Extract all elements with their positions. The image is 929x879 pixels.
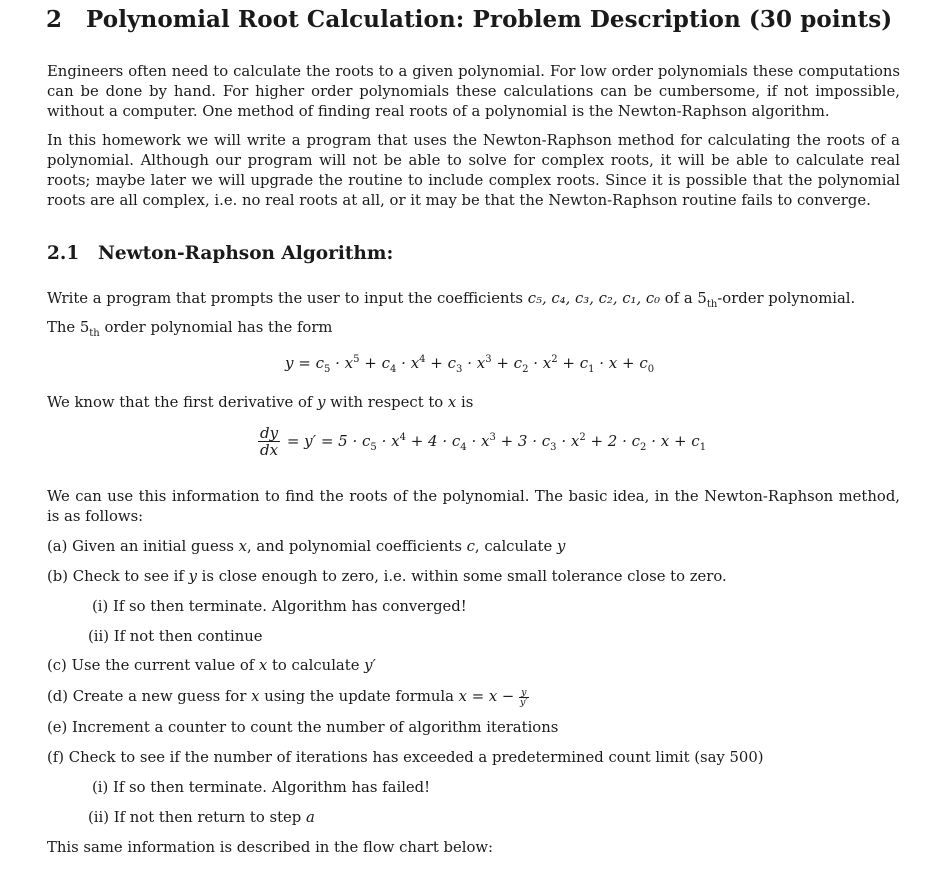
polynomial-equation: $y = c_5 \cdot x^5 + c_4 \cdot x^4 + c_3 \cdot x^3 + c_2 \cdot x^2 + c_1 \cdot x + c_0$: [285, 354, 655, 375]
step-c: (c) Use the current value of x to calculate y′: [47, 657, 376, 674]
coefficient-list: c₅, c₄, c₃, c₂, c₁, c₀: [527, 290, 661, 307]
subsection-heading: [47, 243, 393, 264]
method-intro: We can use this information to find the roots of the polynomial. The basic idea, in the Newton-Raphson method, is as follows:: [47, 488, 900, 525]
form-sentence: The $5_{th}$ order polynomial has the form: [47, 319, 333, 339]
section-heading: [46, 6, 916, 33]
closing-sentence: This same information is described in the flow chart below:: [47, 839, 494, 856]
intro-paragraph-2: In this homework we will write a program that uses the Newton-Raphson method for calculating the roots of a polynomial. Although our program will not be able to solve for complex roots, it will be able to calculate real roots; maybe later we will upgrade the routine to include complex roots. Since it is possible that the polynomial roots are all complex, i.e. no real roots at all, or it may be that the Newton-Raphson routine fails to converge.: [47, 132, 900, 209]
step-e: (e) Increment a counter to count the number of algorithm iterations: [47, 719, 559, 736]
intro-paragraph-1: Engineers often need to calculate the roots to a given polynomial. For low order polynomials these computations can be done by hand. For higher order polynomials these calculations can be cumbersome, if not impossible, without a computer. One method of finding real roots of a polynomial is the Newton-Raphson algorithm.: [47, 63, 900, 120]
update-fraction: $\frac{y}{y'}$: [520, 686, 528, 708]
step-b-ii: (ii) If not then continue: [88, 628, 263, 645]
step-f: (f) Check to see if the number of iterations has exceeded a predetermined count limit (say 500): [47, 749, 764, 766]
step-f-i: (i) If so then terminate. Algorithm has failed!: [92, 779, 431, 796]
step-f-ii: (ii) If not then return to step a: [88, 809, 315, 826]
step-a: (a) Given an initial guess x, and polynomial coefficients c, calculate y: [47, 538, 566, 555]
step-b-i: (i) If so then terminate. Algorithm has converged!: [92, 598, 467, 615]
subsection-title: Newton-Raphson Algorithm:: [98, 243, 394, 264]
derivative-equation: $\frac{dy}{dx}$ = $y' = 5 \cdot c_5 \cdot x^4 + 4 \cdot c_4 \cdot x^3 + 3 \cdot c_3 \cdot x^2 + 2 \cdot c_2 \cdot x + c_1$: [260, 424, 707, 459]
step-b: (b) Check to see if y is close enough to zero, i.e. within some small tolerance close to zero.: [47, 568, 727, 585]
subsection-number: 2.1: [47, 243, 80, 264]
derivative-sentence: We know that the first derivative of y with respect to x is: [47, 394, 474, 411]
prompt-sentence: Write a program that prompts the user to input the coefficients c₅, c₄, c₃, c₂, c₁, c₀ of a $5_{th}$-order polynomial.: [47, 290, 856, 310]
section-number: 2: [46, 6, 63, 33]
section-title: Polynomial Root Calculation: Problem Description (30 points): [86, 6, 893, 33]
step-d: (d) Create a new guess for x using the update formula x = x − $\frac{y}{y'}$: [47, 686, 528, 708]
